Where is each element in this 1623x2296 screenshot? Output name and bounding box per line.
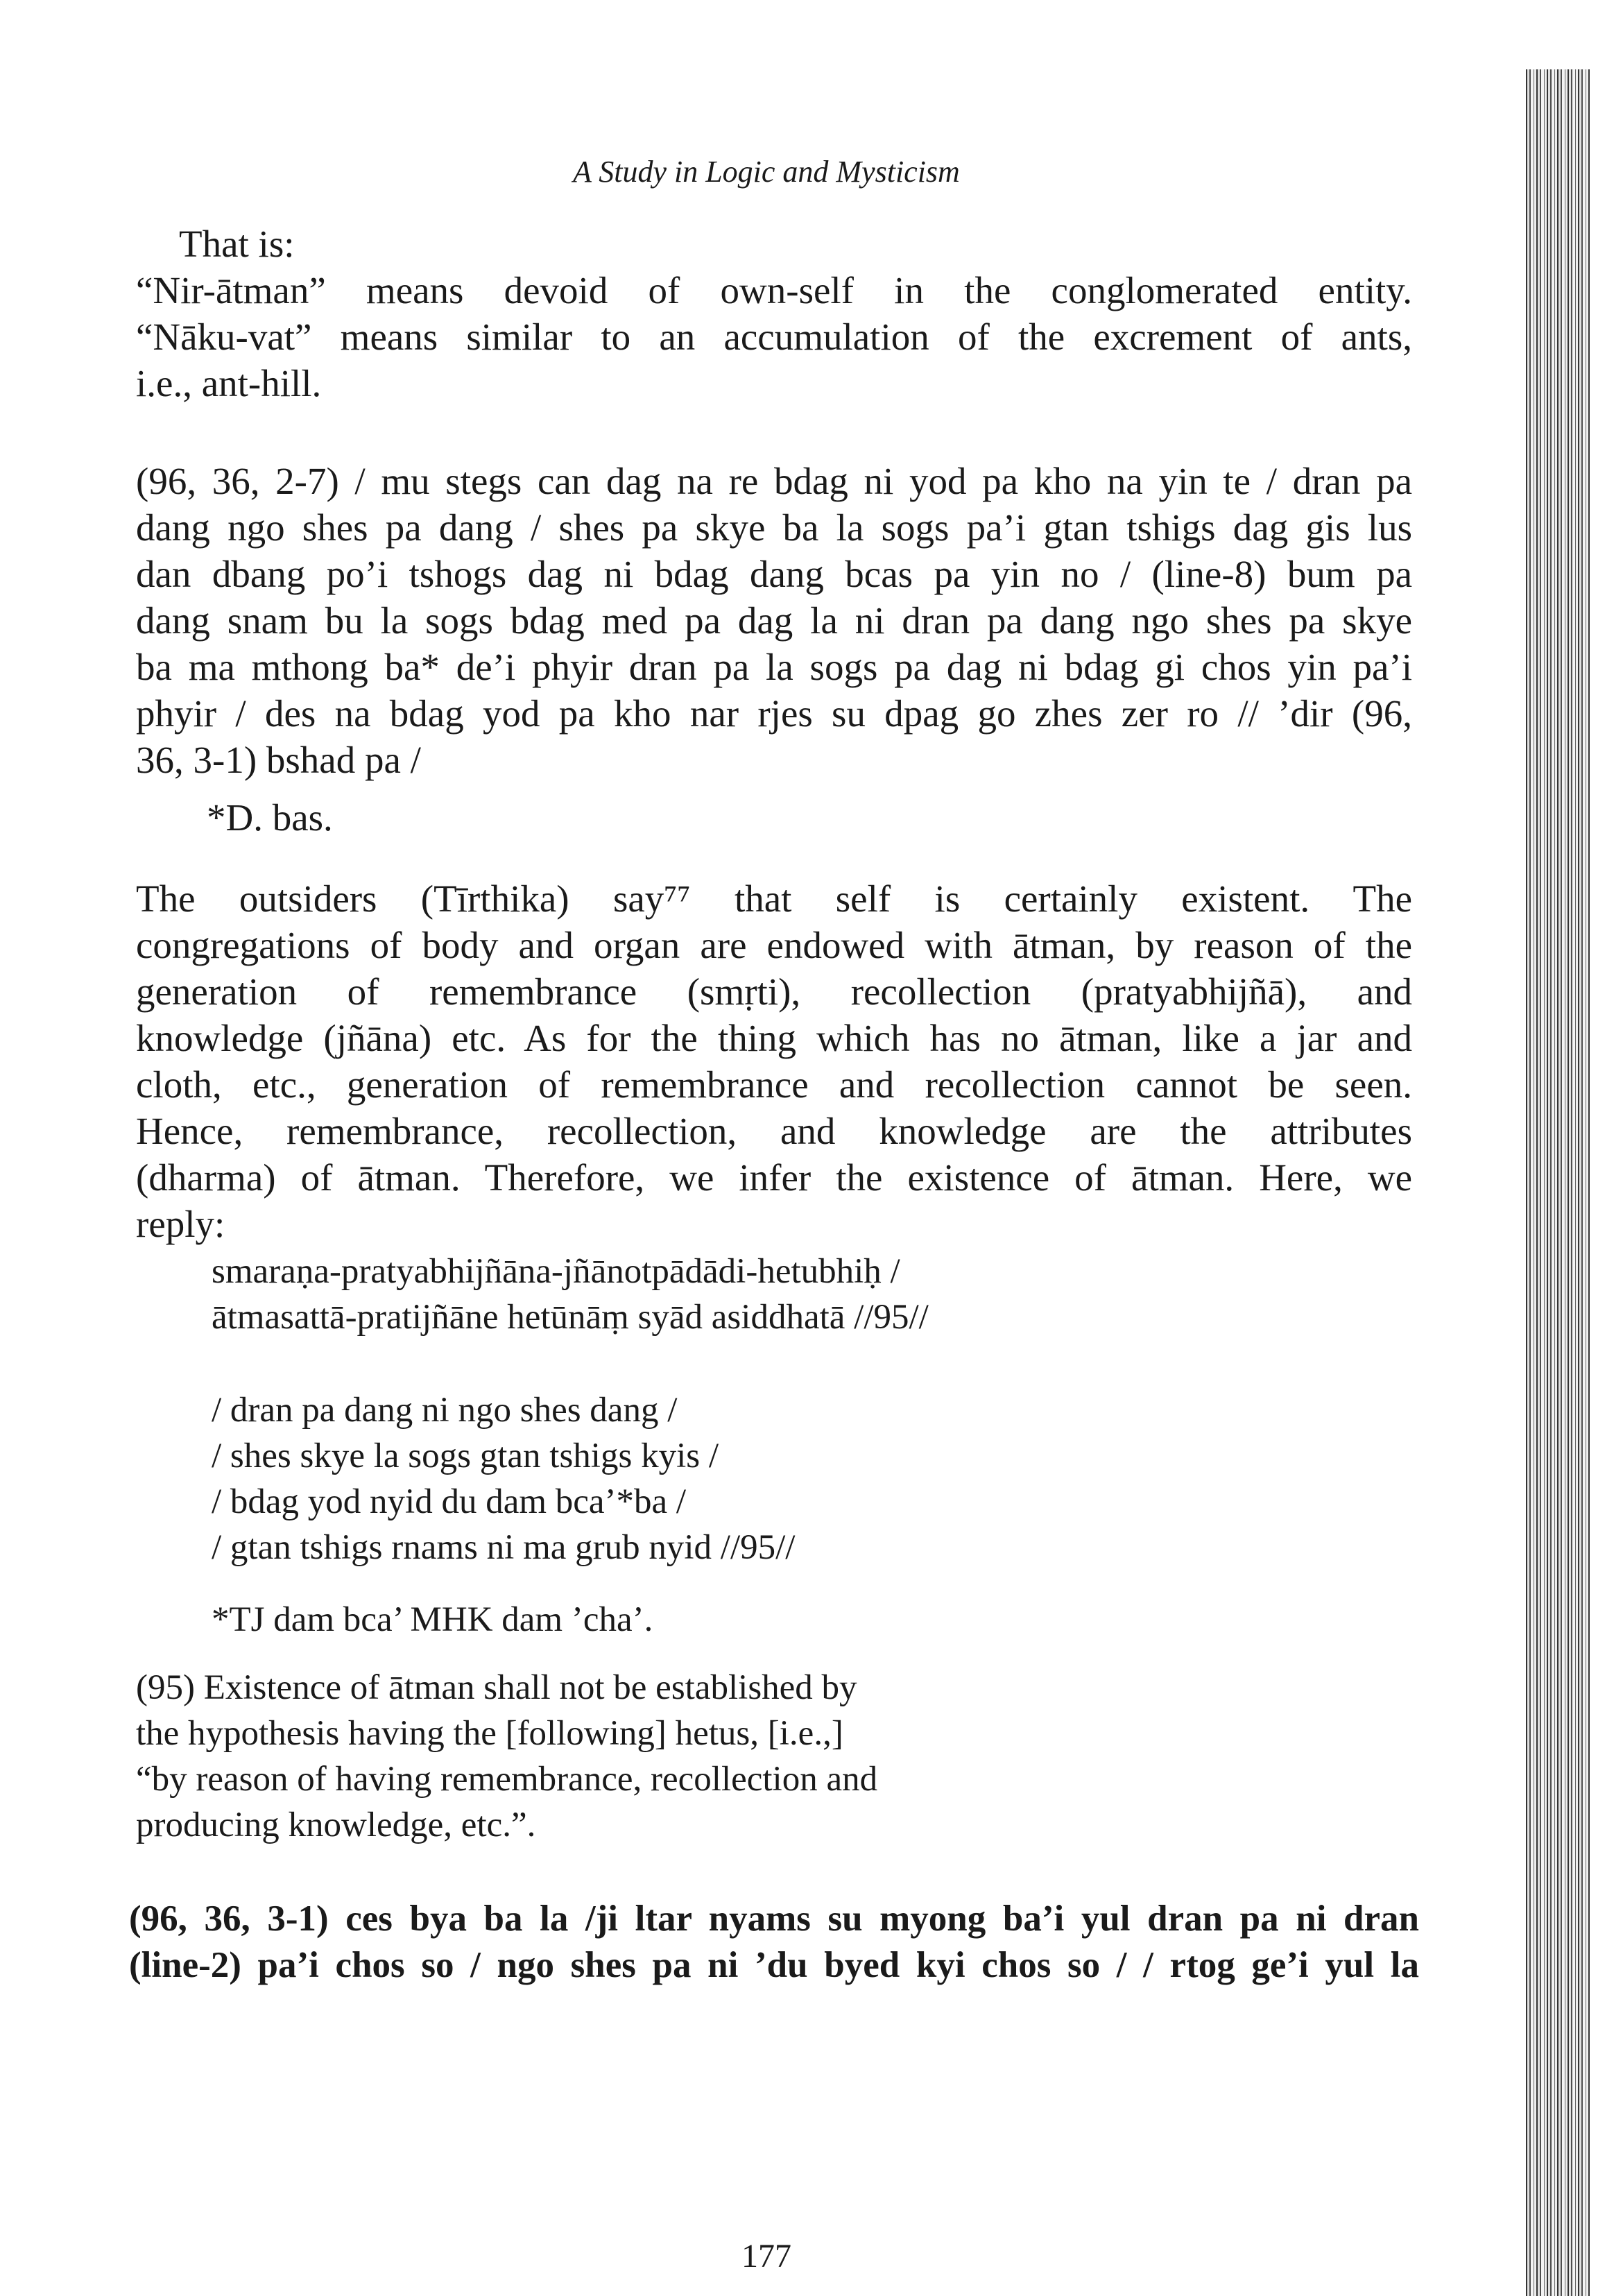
intro-line: “Nir-ātman” means devoid of own-self in the conglomerated entity. bbox=[136, 269, 1412, 311]
tibetan-line: dan dbang po’i tshogs dag ni bdag dang bcas pa yin no / (line-8) bum pa bbox=[136, 553, 1412, 595]
verse-line: / gtan tshigs rnams ni ma grub nyid //95// bbox=[212, 1528, 796, 1567]
sanskrit-line: smaraṇa-pratyabhijñāna-jñānotpādādi-hetubhiḥ / bbox=[212, 1252, 900, 1291]
tibetan-line: (line-2) pa’i chos so / ngo shes pa ni ’du byed kyi chos so / / rtog ge’i yul la bbox=[129, 1945, 1419, 1985]
tibetan-line: 36, 3-1) bshad pa / bbox=[136, 739, 421, 781]
tibetan-line: phyir / des na bdag yod pa kho nar rjes su dpag go zhes zer ro // ’dir (96, bbox=[136, 692, 1412, 735]
english-line: The outsiders (Tīrthika) say⁷⁷ that self is certainly existent. The bbox=[136, 877, 1412, 920]
english-line: cloth, etc., generation of remembrance and recollection cannot be seen. bbox=[136, 1063, 1412, 1106]
english-line: knowledge (jñāna) etc. As for the thing which has no ātman, like a jar and bbox=[136, 1017, 1412, 1059]
intro-line: “Nāku-vat” means similar to an accumulation of the excrement of ants, bbox=[136, 316, 1412, 358]
tibetan-line: dang snam bu la sogs bdag med pa dag la ni dran pa dang ngo shes pa skye bbox=[136, 599, 1412, 642]
intro-line: i.e., ant-hill. bbox=[136, 362, 322, 404]
tibetan-paragraph-2 bbox=[129, 1896, 1419, 1989]
translation-line: producing knowledge, etc.”. bbox=[136, 1806, 536, 1844]
tibetan-paragraph-1 bbox=[136, 458, 1412, 783]
english-line: congregations of body and organ are endowed with ātman, by reason of the bbox=[136, 924, 1412, 966]
verse-line: / dran pa dang ni ngo shes dang / bbox=[212, 1391, 678, 1430]
translation-line: the hypothesis having the [following] hetus, [i.e.,] bbox=[136, 1714, 843, 1753]
translation-95 bbox=[136, 1665, 1107, 1848]
tibetan-line: ba ma mthong ba* de’i phyir dran pa la sogs pa dag ni bdag gi chos yin pa’i bbox=[136, 646, 1412, 688]
intro-lead: That is: bbox=[179, 223, 295, 265]
english-line: generation of remembrance (smṛti), recollection (pratyabhijñā), and bbox=[136, 970, 1412, 1013]
scanned-page-edge bbox=[1526, 69, 1590, 2296]
running-head: A Study in Logic and Mysticism bbox=[573, 155, 960, 189]
tibetan-line: (96, 36, 2-7) / mu stegs can dag na re bdag ni yod pa kho na yin te / dran pa bbox=[136, 460, 1412, 502]
english-line: (dharma) of ātman. Therefore, we infer the existence of ātman. Here, we bbox=[136, 1156, 1412, 1199]
sanskrit-verse bbox=[212, 1249, 1252, 1340]
tibetan-verse bbox=[212, 1387, 1252, 1570]
tibetan-line: dang ngo shes pa dang / shes pa skye ba la sogs pa’i gtan tshigs dag gis lus bbox=[136, 506, 1412, 549]
footnote-d: *D. bas. bbox=[207, 796, 333, 839]
page-number: 177 bbox=[741, 2238, 791, 2274]
intro-block bbox=[136, 221, 1412, 406]
translation-line: “by reason of having remembrance, recollection and bbox=[136, 1760, 878, 1799]
tibetan-line: (96, 36, 3-1) ces bya ba la /ji ltar nyams su myong ba’i yul dran pa ni dran bbox=[129, 1899, 1419, 1939]
english-paragraph bbox=[136, 875, 1412, 1247]
translation-line: (95) Existence of ātman shall not be established by bbox=[136, 1668, 857, 1707]
verse-line: / shes skye la sogs gtan tshigs kyis / bbox=[212, 1437, 719, 1475]
sanskrit-line: ātmasattā-pratijñāne hetūnāṃ syād asiddhatā //95// bbox=[212, 1298, 929, 1337]
english-line: Hence, remembrance, recollection, and knowledge are the attributes bbox=[136, 1110, 1412, 1152]
english-line: reply: bbox=[136, 1203, 225, 1245]
verse-line: / bdag yod nyid du dam bca’*ba / bbox=[212, 1482, 687, 1521]
footnote-tj: *TJ dam bca’ MHK dam ’cha’. bbox=[212, 1600, 653, 1639]
